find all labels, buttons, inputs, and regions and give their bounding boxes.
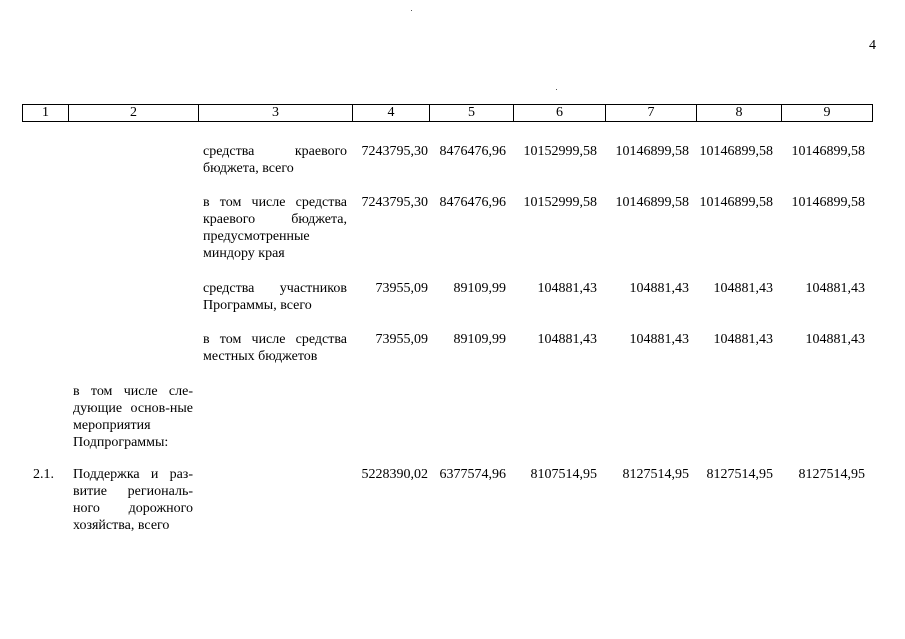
header-cell: 8 xyxy=(697,105,782,122)
scan-speck xyxy=(411,10,412,11)
header-cell: 9 xyxy=(782,105,873,122)
value-col5: 89109,99 xyxy=(453,281,506,296)
column-number-header xyxy=(22,104,873,122)
value-col9: 104881,43 xyxy=(805,281,865,296)
value-col8: 8127514,95 xyxy=(706,467,773,482)
funding-source-label: средства участников Программы, всего xyxy=(203,281,347,313)
value-col8: 10146899,58 xyxy=(699,195,773,210)
header-cell: 5 xyxy=(430,105,514,122)
value-col7: 10146899,58 xyxy=(615,144,689,159)
value-col7: 10146899,58 xyxy=(615,195,689,210)
value-col5: 6377574,96 xyxy=(439,467,506,482)
value-col4: 7243795,30 xyxy=(361,195,428,210)
value-col5: 8476476,96 xyxy=(439,195,506,210)
value-col8: 104881,43 xyxy=(713,332,773,347)
value-col7: 104881,43 xyxy=(629,281,689,296)
value-col4: 73955,09 xyxy=(375,332,428,347)
funding-source-label: в том числе средства краевого бюджета, предусмотренные миндору края xyxy=(203,195,347,261)
value-col4: 73955,09 xyxy=(375,281,428,296)
header-cell: 3 xyxy=(199,105,353,122)
header-cell: 4 xyxy=(353,105,430,122)
value-col5: 89109,99 xyxy=(453,332,506,347)
value-col5: 8476476,96 xyxy=(439,144,506,159)
scan-speck xyxy=(556,89,557,90)
value-col9: 104881,43 xyxy=(805,332,865,347)
value-col4: 7243795,30 xyxy=(361,144,428,159)
header-cell: 6 xyxy=(514,105,606,122)
item-title: Поддержка и раз-витие региональ-ного дорожного хозяйства, всего xyxy=(73,467,193,533)
value-col7: 8127514,95 xyxy=(622,467,689,482)
header-cell: 1 xyxy=(23,105,69,122)
funding-source-label: в том числе средства местных бюджетов xyxy=(203,332,347,364)
value-col8: 10146899,58 xyxy=(699,144,773,159)
value-col8: 104881,43 xyxy=(713,281,773,296)
header-cell: 7 xyxy=(606,105,697,122)
main-activities-subheading: в том числе сле-дующие основ-ные мероприятия Подпрограммы: xyxy=(73,384,193,450)
value-col6: 10152999,58 xyxy=(523,195,597,210)
page-number: 4 xyxy=(869,38,876,53)
value-col6: 104881,43 xyxy=(537,281,597,296)
value-col9: 10146899,58 xyxy=(791,144,865,159)
value-col7: 104881,43 xyxy=(629,332,689,347)
value-col6: 104881,43 xyxy=(537,332,597,347)
value-col4: 5228390,02 xyxy=(361,467,428,482)
value-col6: 8107514,95 xyxy=(530,467,597,482)
item-number: 2.1. xyxy=(33,467,54,482)
value-col6: 10152999,58 xyxy=(523,144,597,159)
header-cell: 2 xyxy=(69,105,199,122)
funding-source-label: средства краевого бюджета, всего xyxy=(203,144,347,176)
value-col9: 8127514,95 xyxy=(798,467,865,482)
value-col9: 10146899,58 xyxy=(791,195,865,210)
